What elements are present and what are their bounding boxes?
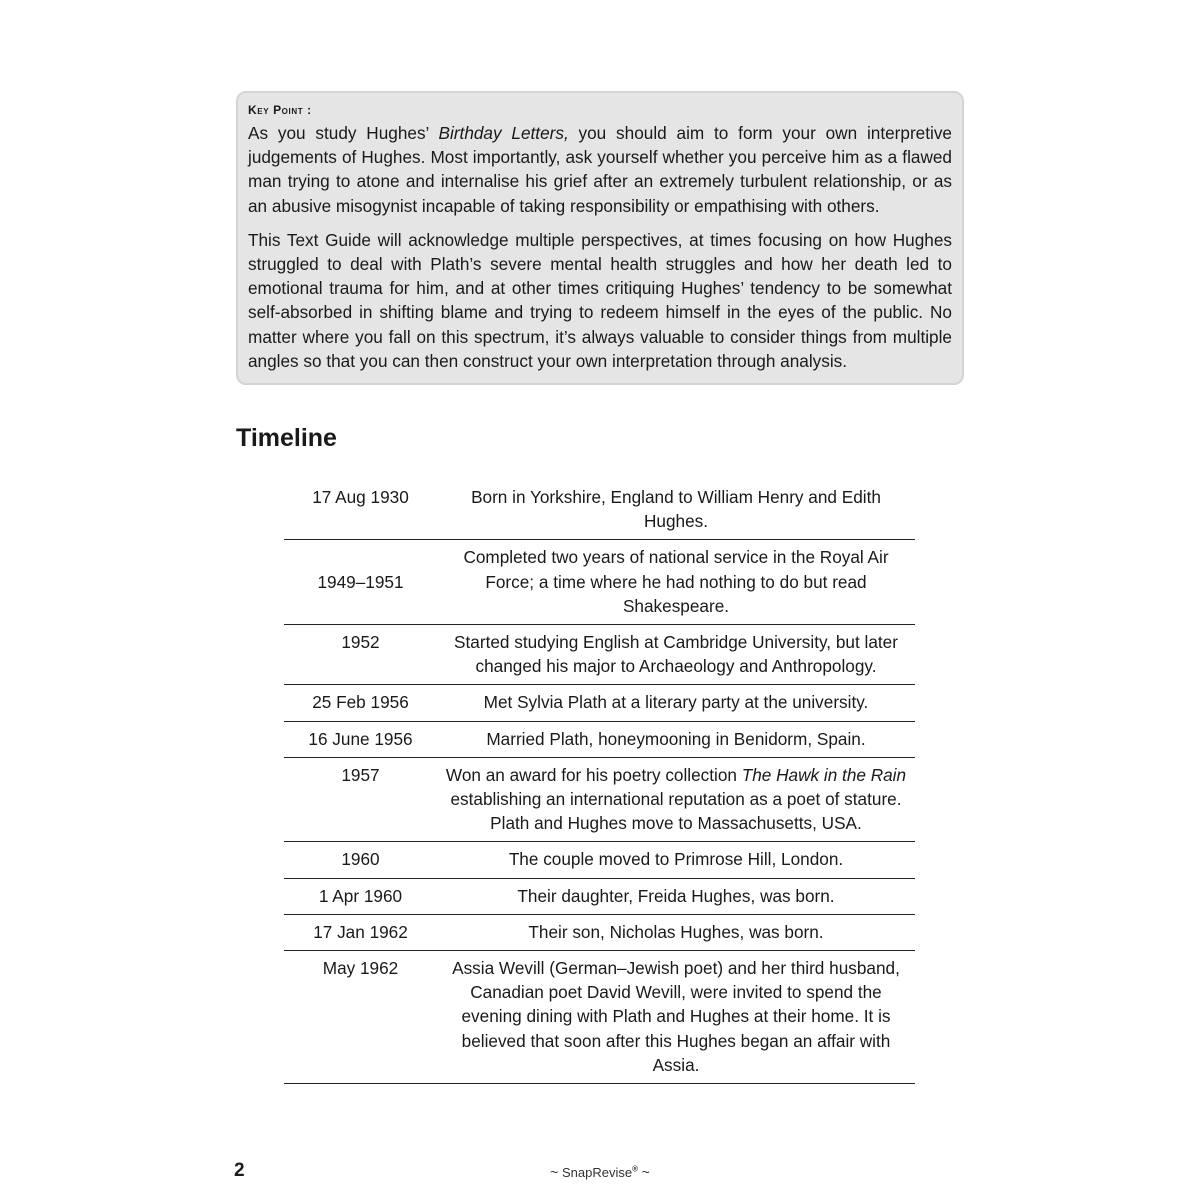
timeline-description <box>437 757 915 842</box>
timeline-date: 17 Aug 1930 <box>312 487 409 507</box>
timeline-description: Their son, Nicholas Hughes, was born. <box>437 914 915 950</box>
timeline-book-title: The Hawk in the Rain <box>741 764 907 785</box>
key-point-box <box>236 91 964 385</box>
timeline-description: Their daughter, Freida Hughes, was born. <box>437 878 915 914</box>
timeline-row <box>284 757 915 842</box>
key-point-text-1b: you should aim to form your own interpretive judgements of Hughes. Most importantly, ask yourself whether you perceive him as a flawed man trying to atone and internalise his grief after an extremely turbulent relationship, or as an abusive misogynist incapable of taking responsibility or empathising with others. <box>248 123 952 216</box>
timeline-row <box>284 540 915 625</box>
page-number: 2 <box>234 1160 245 1181</box>
timeline-description: Completed two years of national service in the Royal Air Force; a time where he had nothing to do but read Shakespeare. <box>437 540 915 625</box>
registered-mark: ® <box>632 1164 638 1174</box>
timeline-date: 17 Jan 1962 <box>284 914 437 950</box>
timeline-date: 1957 <box>284 757 437 842</box>
key-point-book-title: Birthday Letters, <box>438 123 569 143</box>
timeline-date: 25 Feb 1956 <box>284 685 437 721</box>
timeline-desc-post: establishing an international reputation as a poet of stature. Plath and Hughes move to Massachusetts, USA. <box>450 789 902 834</box>
timeline-date: 1960 <box>284 842 437 878</box>
tilde-left: ~ <box>550 1164 559 1180</box>
timeline-description: Started studying English at Cambridge University, but later changed his major to Archaeology and Anthropology. <box>437 625 915 685</box>
timeline-date: May 1962 <box>284 951 437 1084</box>
tilde-right: ~ <box>641 1164 650 1180</box>
timeline-heading: Timeline <box>236 424 337 452</box>
key-point-text-1a: As you study Hughes’ <box>248 123 439 143</box>
timeline-description: Assia Wevill (German–Jewish poet) and her third husband, Canadian poet David Wevill, were invited to spend the evening dining with Plath and Hughes at their home. It is believed that soon after this Hughes began an affair with Assia. <box>437 951 915 1084</box>
timeline-row <box>284 914 915 950</box>
timeline-date: 16 June 1956 <box>284 721 437 757</box>
timeline-description: Met Sylvia Plath at a literary party at the university. <box>437 685 915 721</box>
timeline-description: Born in Yorkshire, England to William Henry and Edith Hughes. <box>471 487 881 532</box>
timeline-row <box>284 685 915 721</box>
timeline-date: 1949–1951 <box>284 540 437 625</box>
brand-name: SnapRevise <box>561 1165 633 1180</box>
timeline-row <box>284 480 915 540</box>
key-point-paragraph-2: This Text Guide will acknowledge multiple perspectives, at times focusing on how Hughes struggled to deal with Plath’s severe mental health struggles and how her death led to emotional trauma for him, and at other times critiquing Hughes’ tendency to be somewhat self-absorbed in shifting blame and trying to redeem himself in the eyes of the public. No matter where you fall on this spectrum, it’s always valuable to consider things from multiple angles so that you can then construct your own interpretation through analysis. <box>248 229 952 371</box>
key-point-paragraph-1 <box>248 121 952 218</box>
timeline-table <box>284 480 915 1084</box>
timeline-row <box>284 878 915 914</box>
timeline-date: 1 Apr 1960 <box>284 878 437 914</box>
timeline-row <box>284 842 915 878</box>
timeline-description: The couple moved to Primrose Hill, London. <box>437 842 915 878</box>
key-point-label: Key Point : <box>248 103 312 117</box>
timeline-row <box>284 951 915 1084</box>
timeline-description: Married Plath, honeymooning in Benidorm, Spain. <box>437 721 915 757</box>
timeline-date: 1952 <box>284 625 437 685</box>
timeline-row <box>284 625 915 685</box>
timeline-row <box>284 721 915 757</box>
footer-brand <box>0 1164 1200 1180</box>
timeline-desc-pre: Won an award for his poetry collection <box>445 764 742 785</box>
